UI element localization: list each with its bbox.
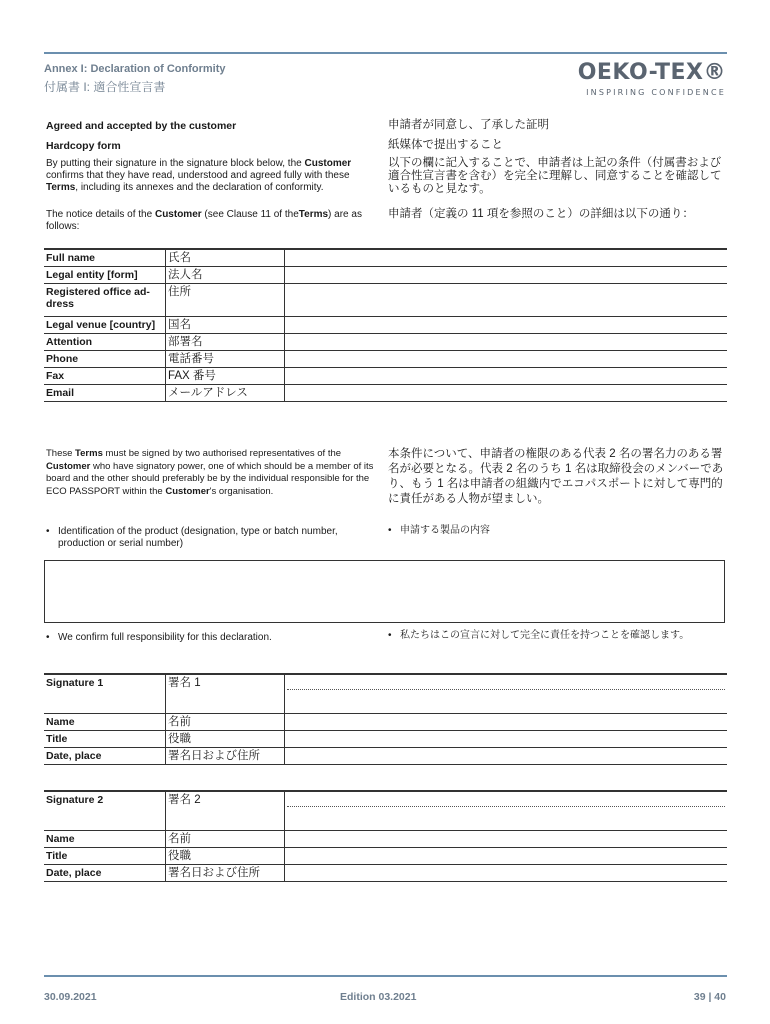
text-run: 's organisation. [209, 485, 274, 497]
annex-title-en: Annex I: Declaration of Conformity [44, 63, 226, 75]
text-run: confirms that they have read, understood and agreed fully with these [46, 170, 350, 181]
field-label-en: Fax [44, 368, 166, 385]
field-label-en: Phone [44, 351, 166, 368]
signer-1-date-place-field[interactable] [285, 748, 728, 765]
table-row [44, 284, 727, 317]
signer-2-title-field[interactable] [285, 848, 728, 865]
field-label-en: Name [44, 831, 166, 848]
text-run: ) are as follows: [46, 209, 362, 232]
signature-label-ja: 署名 2 [166, 791, 285, 831]
fax-field[interactable] [285, 368, 728, 385]
signature-label-en: Signature 1 [44, 674, 166, 714]
legal-venue-field[interactable] [285, 317, 728, 334]
footer-page-number: 39 | 40 [693, 991, 726, 1003]
field-label-ja: 名前 [166, 831, 285, 848]
notice-paragraph-ja: 申請者（定義の 11 項を参照のこと）の詳細は以下の通り： [388, 208, 694, 220]
field-label-en: Email [44, 385, 166, 402]
field-label-en: Name [44, 714, 166, 731]
field-label-ja: 法人名 [166, 267, 285, 284]
field-label-en: Registered office ad-dress [44, 284, 166, 317]
product-id-bullet-ja [388, 525, 728, 537]
text-run: The notice details of the [46, 209, 155, 220]
header-rule [44, 52, 727, 54]
hardcopy-heading-en: Hardcopy form [46, 140, 121, 152]
text-run: (see Clause 11 of the [201, 209, 299, 220]
field-label-en: Legal venue [country] [44, 317, 166, 334]
signature-block-2 [44, 790, 727, 882]
bullet-dot: • [46, 632, 50, 643]
field-label-en: Title [44, 848, 166, 865]
text-run-bold: Terms [298, 209, 329, 220]
bullet-dot: • [46, 526, 50, 537]
field-label-ja: 署名日および住所 [166, 748, 285, 765]
field-label-ja: FAX 番号 [166, 368, 285, 385]
intro-paragraph-en [46, 158, 380, 194]
field-label-ja: 名前 [166, 714, 285, 731]
agreed-heading-ja: 申請者が同意し、了承した証明 [388, 119, 549, 131]
text-run-bold: Customer [46, 460, 91, 472]
agreed-heading-en: Agreed and accepted by the customer [46, 120, 237, 132]
bullet-dot: • [388, 630, 392, 641]
field-label-ja: 部署名 [166, 334, 285, 351]
bullet-dot: • [388, 525, 392, 536]
oeko-tex-logo [578, 60, 726, 97]
field-label-ja: 役職 [166, 731, 285, 748]
table-row [44, 267, 727, 284]
field-label-ja: 国名 [166, 317, 285, 334]
text-run-bold: Terms [75, 448, 103, 459]
table-row [44, 385, 727, 402]
registered-office-field[interactable] [285, 284, 728, 317]
hardcopy-heading-ja: 紙媒体で提出すること [388, 139, 503, 151]
table-row [44, 865, 727, 882]
signature-line [287, 688, 725, 690]
field-label-en: Title [44, 731, 166, 748]
signer-2-date-place-field[interactable] [285, 865, 728, 882]
text-run-bold: Customer [165, 485, 210, 497]
field-label-ja: 署名日および住所 [166, 865, 285, 882]
customer-details-table [44, 248, 727, 402]
product-identification-field[interactable] [44, 560, 725, 623]
attention-field[interactable] [285, 334, 728, 351]
table-row [44, 368, 727, 385]
signature-1-field[interactable] [285, 674, 728, 714]
text-run: who have signatory power, one of which should be a member of its board and the other should preferably be by the individual responsible for the ECO PASSPORT within the [46, 460, 374, 497]
table-row [44, 748, 727, 765]
table-row [44, 714, 727, 731]
text-run: must be signed by two authorised representatives of the [102, 448, 342, 459]
footer-date: 30.09.2021 [44, 991, 97, 1003]
table-row [44, 731, 727, 748]
phone-field[interactable] [285, 351, 728, 368]
full-name-field[interactable] [285, 249, 728, 267]
table-row [44, 791, 727, 831]
signature-2-field[interactable] [285, 791, 728, 831]
signer-1-title-field[interactable] [285, 731, 728, 748]
footer-edition: Edition 03.2021 [340, 991, 417, 1003]
text-run: By putting their signature in the signature block below, the [46, 158, 305, 169]
table-row [44, 351, 727, 368]
field-label-ja: 電話番号 [166, 351, 285, 368]
annex-title-ja: 付属書 I: 適合性宣言書 [44, 80, 166, 94]
signer-2-name-field[interactable] [285, 831, 728, 848]
confirm-bullet-en [46, 632, 380, 644]
text-run: These [46, 448, 76, 459]
confirm-label-en: We confirm full responsibility for this declaration. [58, 632, 272, 643]
signature-line [287, 805, 725, 807]
footer-rule [44, 975, 727, 977]
signer-1-name-field[interactable] [285, 714, 728, 731]
email-field[interactable] [285, 385, 728, 402]
terms-paragraph-ja: 本条件について、申請者の権限のある代表 2 名の署名力のある署名が必要となる。代表 2 名のうち 1 名は取締役会のメンバーであり、もう 1 名は申請者の組織内でエコパスポートに対して専門的に責任がある人物が望ましい。 [388, 448, 724, 505]
table-row [44, 674, 727, 714]
legal-entity-field[interactable] [285, 267, 728, 284]
text-run-bold: Terms [46, 182, 76, 193]
field-label-en: Date, place [44, 865, 166, 882]
signature-label-ja: 署名 1 [166, 674, 285, 714]
table-row [44, 848, 727, 865]
logo-tagline: INSPIRING CONFIDENCE [586, 88, 726, 97]
notice-paragraph-en [46, 209, 380, 233]
product-id-label-en: Identification of the product (designation, type or batch number, production or serial number) [58, 526, 338, 549]
text-run-bold: Customer [304, 158, 352, 169]
logo-wordmark: OEKO-TEX® [577, 60, 726, 85]
field-label-en: Date, place [44, 748, 166, 765]
field-label-ja: 住所 [166, 284, 285, 317]
text-run: , including its annexes and the declaration of conformity. [75, 182, 324, 193]
field-label-ja: 役職 [166, 848, 285, 865]
field-label-ja: メールアドレス [166, 385, 285, 402]
table-row [44, 317, 727, 334]
field-label-en: Attention [44, 334, 166, 351]
product-id-bullet-en [46, 526, 380, 550]
product-id-label-ja: 申請する製品の内容 [400, 525, 490, 536]
field-label-ja: 氏名 [166, 249, 285, 267]
signature-label-en: Signature 2 [44, 791, 166, 831]
terms-paragraph-en [46, 448, 380, 498]
intro-paragraph-ja: 以下の欄に記入することで、申請者は上記の条件（付属書および適合性宣言書を含む）を完全に理解し、同意することを確認しているものと見なす。 [388, 157, 722, 195]
table-row [44, 831, 727, 848]
signature-block-1 [44, 673, 727, 765]
confirm-label-ja: 私たちはこの宣言に対して完全に責任を持つことを確認します。 [400, 630, 690, 641]
field-label-en: Legal entity [form] [44, 267, 166, 284]
table-row [44, 334, 727, 351]
field-label-en: Full name [44, 249, 166, 267]
table-row [44, 249, 727, 267]
confirm-bullet-ja [388, 630, 728, 642]
text-run-bold: Customer [154, 209, 202, 220]
